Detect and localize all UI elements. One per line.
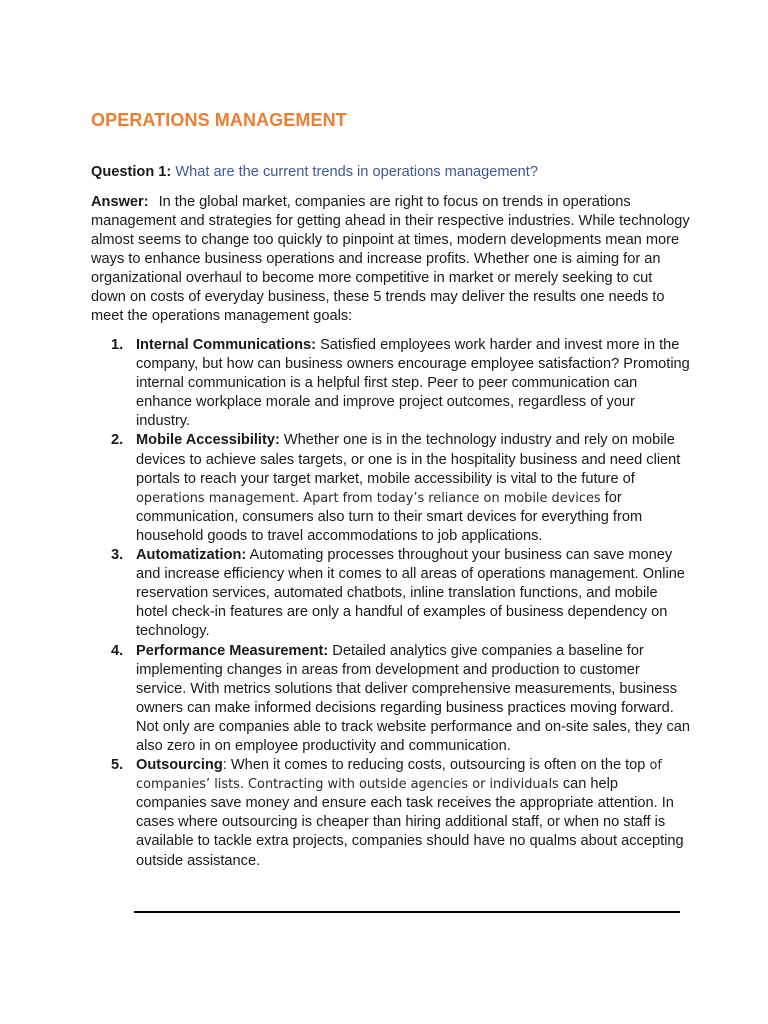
list-item-text: can help companies save money and ensure each task receives the appropriate attention. In cases where outsourcing is cheaper than hiring additional staff, or when no staff is available to tackle extra projects, companies should have no qualms about accepting outside assistance. [136,776,684,869]
horizontal-rule [134,911,680,913]
question-text: What are the current trends in operations management? [171,164,538,180]
list-item [91,431,691,546]
list-item-number: 4. [111,642,124,659]
trends-list [91,336,691,871]
answer-label: Answer: [91,194,149,210]
list-item-number: 1. [111,337,124,353]
list-item-term: Mobile Accessibility: [136,432,280,449]
list-item-text: for communication, consumers also turn to their smart devices for everything from household goods to travel accommodations to job applications. [136,489,643,544]
list-item-number: 5. [111,757,124,774]
list-item [91,336,691,431]
list-item-number: 2. [111,432,124,449]
list-item [91,546,691,641]
list-item-text: Whether one is in the technology industry and rely on mobile devices to achieve sales targets, or one is in the hospitality business and need client portals to reach your target market, mobile accessibility is vital to the future of [136,432,681,487]
list-item-number: 3. [111,547,124,564]
list-item-term: Internal Communications: [136,337,317,353]
list-item-text-alt-font: operations management. Apart from today’s reliance on mobile devices [136,490,601,506]
list-item-text: Satisfied employees work harder and invest more in the company, but how can business owners encourage employee satisfaction? Promoting internal communication is a helpful first step. Peer to peer communication can enhance workplace morale and improve project outcomes, regardless of your industry. [136,337,690,430]
list-item-term: Automatization: [136,547,247,564]
list-item-text: : When it comes to reducing costs, outsourcing is often on the top [222,757,650,774]
answer-paragraph [91,193,691,326]
list-item-term: Outsourcing [136,757,223,774]
list-item-text: Automating processes throughout your business can save money and increase efficiency when it comes to all areas of operations management. Online reservation services, automated chatbots, inline translation functions, and mobile hotel check-in features are only a handful of examples of business dependency on technology. [136,547,685,640]
list-item-text-alt-font: of companies’ lists. Contracting with outside agencies or individuals [136,758,662,793]
document-heading: OPERATIONS MANAGEMENT [91,110,347,130]
list-item-text: Detailed analytics give companies a baseline for implementing changes in areas from development and production to customer service. With metrics solutions that deliver comprehensive measurements, business owners can make informed decisions regarding business practices moving forward. Not only are companies able to track website performance and on-site sales, they can also zero in on employee productivity and communication. [136,642,691,754]
list-item [91,756,691,871]
answer-text: In the global market, companies are right to focus on trends in operations management and strategies for getting ahead in their respective industries. While technology almost seems to change too quickly to pinpoint at times, modern developments mean more ways to enhance business operations and increase profits. Whether one is aiming for an organizational overhaul to become more competitive in market or merely seeking to cut down on costs of everyday business, these 5 trends may deliver the results one needs to meet the operations management goals: [91,194,690,324]
question-label: Question 1 [91,164,167,180]
list-item [91,642,691,757]
question-separator: : [166,164,172,180]
list-item-term: Performance Measurement: [136,642,329,659]
question-line [91,163,538,182]
